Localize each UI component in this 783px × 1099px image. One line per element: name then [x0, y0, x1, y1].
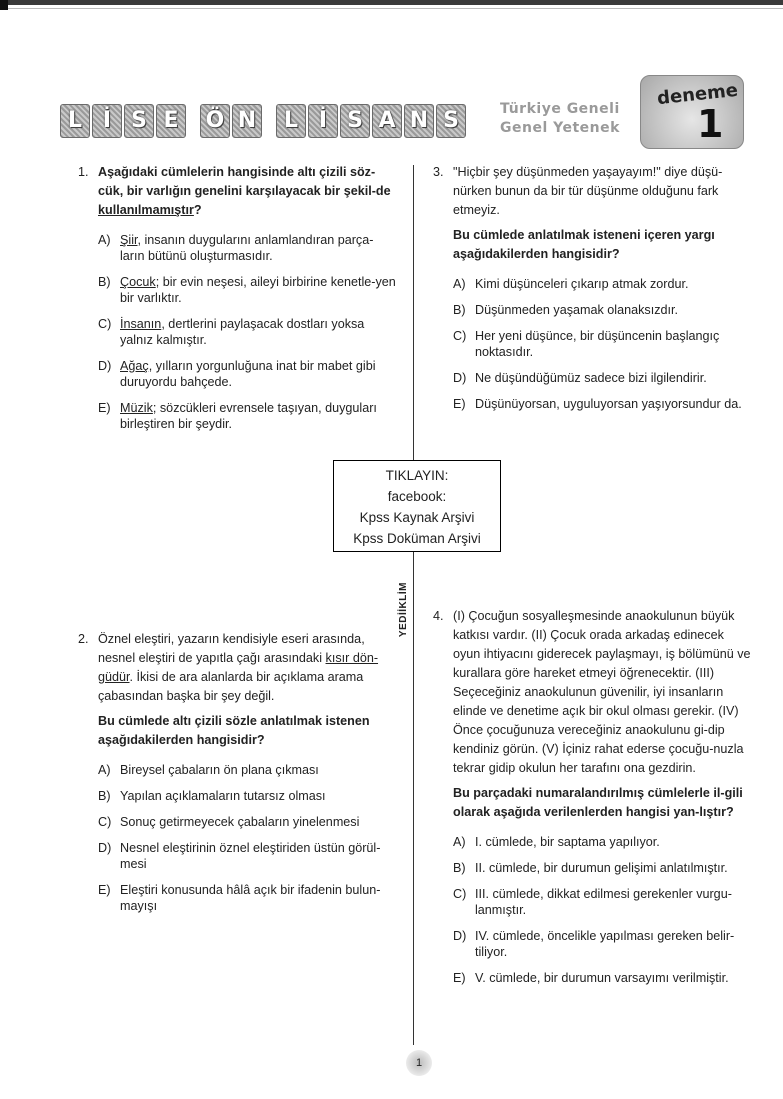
question-number: 2. — [78, 632, 89, 646]
facebook-notice-box[interactable] — [333, 460, 501, 552]
option-b[interactable]: B) Düşünmeden yaşamak olanaksızdır. — [453, 303, 679, 317]
option-list — [453, 834, 751, 986]
notice-line-2: facebook: — [387, 489, 447, 504]
question-number: 3. — [433, 165, 444, 179]
question-3 — [433, 163, 751, 422]
question-text: "Hiçbir şey düşünmeden yaşayayım!" diye düşü-nürken bunun da bir tür düşünme olduğunu fark etmeyiz. — [453, 165, 723, 217]
option-d[interactable]: D) Nesnel eleştirinin öznel eleştiriden üstün görül-mesi — [98, 841, 381, 871]
notice-line-1: TIKLAYIN: — [385, 468, 449, 483]
brand-letter: L — [276, 104, 306, 138]
option-b[interactable]: B) II. cümlede, bir durumun gelişimi anlatılmıştır. — [453, 861, 728, 875]
brand-letter: N — [232, 104, 262, 138]
top-border — [0, 0, 783, 5]
question-number: 4. — [433, 609, 444, 623]
option-a[interactable]: A) Şiir, insanın duygularını anlamlandıran parça-ların bütünü oluşturmasıdır. — [98, 233, 374, 263]
brand-letter: E — [156, 104, 186, 138]
top-rule — [0, 8, 783, 9]
option-d[interactable]: D) Ne düşündüğümüz sadece bizi ilgilendirir. — [453, 371, 707, 385]
option-c[interactable]: C) Her yeni düşünce, bir düşüncenin başlangıç noktasıdır. — [453, 329, 720, 359]
brand-letter: S — [436, 104, 466, 138]
option-list — [98, 762, 396, 914]
option-a[interactable]: A) Kimi düşünceleri çıkarıp atmak zordur. — [453, 277, 689, 291]
badge-word: deneme — [656, 79, 739, 110]
brand-letter: İ — [308, 104, 338, 138]
brand-letter: İ — [92, 104, 122, 138]
column-divider — [413, 165, 414, 1045]
option-e[interactable]: E) Düşünüyorsan, uyguluyorsan yaşıyorsundur da. — [453, 397, 742, 411]
option-c[interactable]: C) III. cümlede, dikkat edilmesi gerekenler vurgu-lanmıştır. — [453, 887, 732, 917]
brand-letter: N — [404, 104, 434, 138]
option-c[interactable]: C) İnsanın, dertlerini paylaşacak dostları yoksa yalnız kalmıştır. — [98, 317, 365, 347]
notice-line-3: Kpss Kaynak Arşivi — [359, 510, 475, 525]
question-stem: Bu cümlede altı çizili sözle anlatılmak istenen aşağıdakilerden hangisidir? — [98, 714, 370, 747]
publisher-vertical-label: YEDİİKLİM — [398, 582, 409, 638]
subtitle-line-1: Türkiye Geneli — [500, 101, 620, 117]
brand-letter: A — [372, 104, 402, 138]
brand-letter: S — [124, 104, 154, 138]
subtitle-line-2: Genel Yetenek — [500, 120, 620, 136]
corner-mark — [0, 0, 8, 10]
option-e[interactable]: E) V. cümlede, bir durumun varsayımı verilmiştir. — [453, 971, 729, 985]
brand-letter: Ö — [200, 104, 230, 138]
option-b[interactable]: B) Yapılan açıklamaların tutarsız olması — [98, 789, 326, 803]
option-a[interactable]: A) I. cümlede, bir saptama yapılıyor. — [453, 835, 660, 849]
option-d[interactable]: D) Ağaç, yılların yorgunluğuna inat bir mabet gibi duruyordu bahçede. — [98, 359, 376, 389]
question-text: (I) Çocuğun sosyalleşmesinde anaokulunun büyük katkısı vardır. (II) Çocuk orada arkadaş edinecek oyun ihtiyacını giderecek paylaşmayı, iş bölümünü ve kurallara göre hareket etmeyi öğrenecektir. (III) Seçeceğiniz anaokulunun güvenilir, iyi insanların elinde ve denetime açık bir okul olması gerekir. (IV) Önce çocuğunuza vereceğiniz anaokulunu gi-dip kendiniz görün. (V) İçiniz rahat ederse çocuğu-nuzla tekrar gidip okulun her tarafını ona gezdirin. — [453, 609, 751, 775]
notice-line-4: Kpss Doküman Arşivi — [353, 531, 481, 546]
brand-letter: S — [340, 104, 370, 138]
question-2 — [78, 630, 396, 924]
question-text: Öznel eleştiri, yazarın kendisiyle eseri arasında, nesnel eleştiri de yapıtla çağı arasındaki kısır dön-güdür. İkisi de ara alanlarda bir açıklama arama çabasından başka bir şey değil. — [98, 632, 379, 703]
question-stem: Bu cümlede anlatılmak isteneni içeren yargı aşağıdakilerden hangisidir? — [453, 228, 715, 261]
exam-badge — [640, 75, 744, 149]
brand-letter: L — [60, 104, 90, 138]
option-e[interactable]: E) Müzik; sözcükleri evrensele taşıyan, duyguları birleştiren bir şeydir. — [98, 401, 377, 431]
question-stem: Bu parçadaki numaralandırılmış cümlelerle il-gili olarak aşağıda verilenlerden hangisi yan-lıştır? — [453, 786, 743, 819]
question-4 — [433, 607, 751, 996]
brand-logo — [60, 104, 466, 138]
page-number: 1 — [406, 1050, 432, 1076]
option-c[interactable]: C) Sonuç getirmeyecek çabaların yinelenmesi — [98, 815, 360, 829]
option-list — [453, 276, 751, 412]
option-b[interactable]: B) Çocuk; bir evin neşesi, aileyi birbirine kenetle-yen bir varlıktır. — [98, 275, 396, 305]
question-1 — [78, 163, 396, 442]
badge-number: 1 — [697, 102, 724, 146]
option-a[interactable]: A) Bireysel çabaların ön plana çıkması — [98, 763, 319, 777]
question-stem: Aşağıdaki cümlelerin hangisinde altı çizili söz-cük, bir varlığın genelini karşılayacak bir şekil-de kullanılmamıştır? — [98, 165, 391, 217]
question-number: 1. — [78, 165, 89, 179]
header-subtitle — [500, 100, 620, 138]
option-e[interactable]: E) Eleştiri konusunda hâlâ açık bir ifadenin bulun-mayışı — [98, 883, 381, 913]
option-list — [98, 232, 396, 432]
option-d[interactable]: D) IV. cümlede, öncelikle yapılması gereken belir-tiliyor. — [453, 929, 735, 959]
